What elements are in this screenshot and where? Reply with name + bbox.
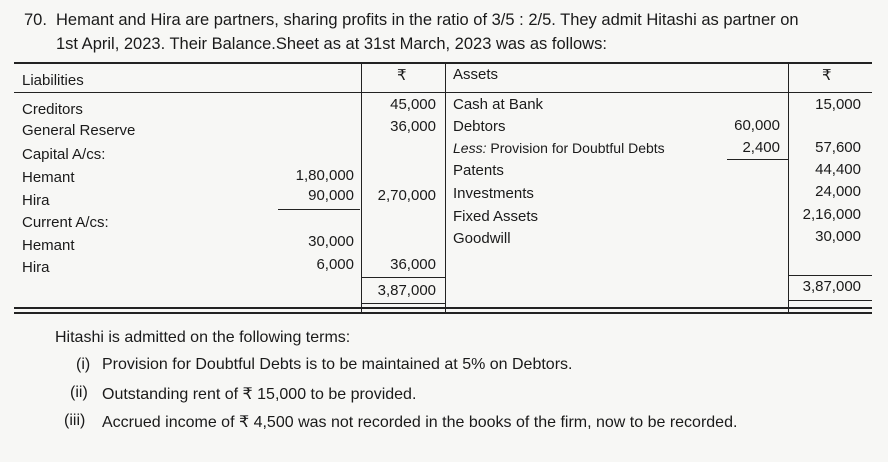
- question-line-1: Hemant and Hira are partners, sharing profits in the ratio of 3/5 : 2/5. They admit Hitashi as partner on: [56, 11, 799, 29]
- header-rupee-left: ₹: [397, 67, 407, 84]
- table-top-rule: [14, 62, 872, 64]
- right-total-bottom-rule: [789, 300, 872, 301]
- terms-intro: Hitashi is admitted on the following terms:: [55, 329, 351, 346]
- asset-label: Cash at Bank: [453, 96, 544, 113]
- left-total: 3,87,000: [377, 282, 436, 299]
- asset-inner-amount: 2,400: [742, 139, 780, 156]
- table-bottom-rule-1: [14, 307, 872, 309]
- liability-label: Hemant: [22, 169, 75, 186]
- liability-inner-amount: 90,000: [308, 187, 354, 204]
- capital-subtotal-rule: [278, 209, 360, 210]
- term-text: Provision for Doubtful Debts is to be maintained at 5% on Debtors.: [102, 356, 573, 373]
- liability-inner-amount: 30,000: [308, 233, 354, 250]
- asset-amount: 57,600: [815, 139, 861, 156]
- asset-amount: 2,16,000: [802, 206, 861, 223]
- liability-label: Creditors: [22, 101, 83, 118]
- right-total-top-rule: [789, 275, 872, 276]
- less-prefix: Less:: [453, 140, 487, 156]
- term-text: Outstanding rent of ₹ 15,000 to be provided.: [102, 386, 417, 403]
- liability-label: Current A/cs:: [22, 214, 109, 231]
- header-bottom-rule: [14, 92, 872, 93]
- asset-amount: 30,000: [815, 228, 861, 245]
- term-number: (ii): [70, 384, 88, 401]
- asset-amount: 24,000: [815, 183, 861, 200]
- liability-inner-amount: 6,000: [316, 256, 354, 273]
- liability-label: General Reserve: [22, 122, 136, 139]
- liability-amount: 45,000: [390, 96, 436, 113]
- liability-label: Hira: [22, 259, 50, 276]
- liability-amount: 36,000: [390, 256, 436, 273]
- provision-label: Provision for Doubtful Debts: [486, 140, 665, 156]
- col-rule-middle: [445, 62, 446, 312]
- asset-amount: 44,400: [815, 161, 861, 178]
- asset-label: Goodwill: [453, 230, 511, 247]
- liability-amount: 36,000: [390, 118, 436, 135]
- liability-label: Capital A/cs:: [22, 146, 106, 163]
- asset-label: Patents: [453, 162, 504, 179]
- liability-label: Hemant: [22, 237, 75, 254]
- liability-label: Hira: [22, 192, 50, 209]
- table-bottom-rule-2: [14, 312, 872, 314]
- asset-label-less: [453, 140, 665, 156]
- left-total-bottom-rule: [362, 303, 445, 304]
- asset-label: Fixed Assets: [453, 208, 539, 225]
- asset-inner-amount: 60,000: [734, 117, 780, 134]
- term-number: (i): [76, 356, 91, 373]
- liability-amount: 2,70,000: [377, 187, 436, 204]
- header-assets: Assets: [453, 66, 499, 83]
- header-liabilities: Liabilities: [22, 72, 84, 89]
- left-total-top-rule: [362, 277, 445, 278]
- term-number: (iii): [64, 412, 86, 429]
- debtors-subtotal-rule: [727, 159, 788, 160]
- right-total: 3,87,000: [802, 278, 861, 295]
- liability-inner-amount: 1,80,000: [295, 167, 354, 184]
- asset-amount: 15,000: [815, 96, 861, 113]
- header-rupee-right: ₹: [822, 67, 832, 84]
- asset-label: Investments: [453, 185, 534, 202]
- question-number: 70.: [24, 11, 47, 29]
- asset-label: Debtors: [453, 118, 506, 135]
- question-line-2: 1st April, 2023. Their Balance.Sheet as at 31st March, 2023 was as follows:: [56, 35, 607, 53]
- term-text: Accrued income of ₹ 4,500 was not recorded in the books of the firm, now to be recorded.: [102, 414, 738, 431]
